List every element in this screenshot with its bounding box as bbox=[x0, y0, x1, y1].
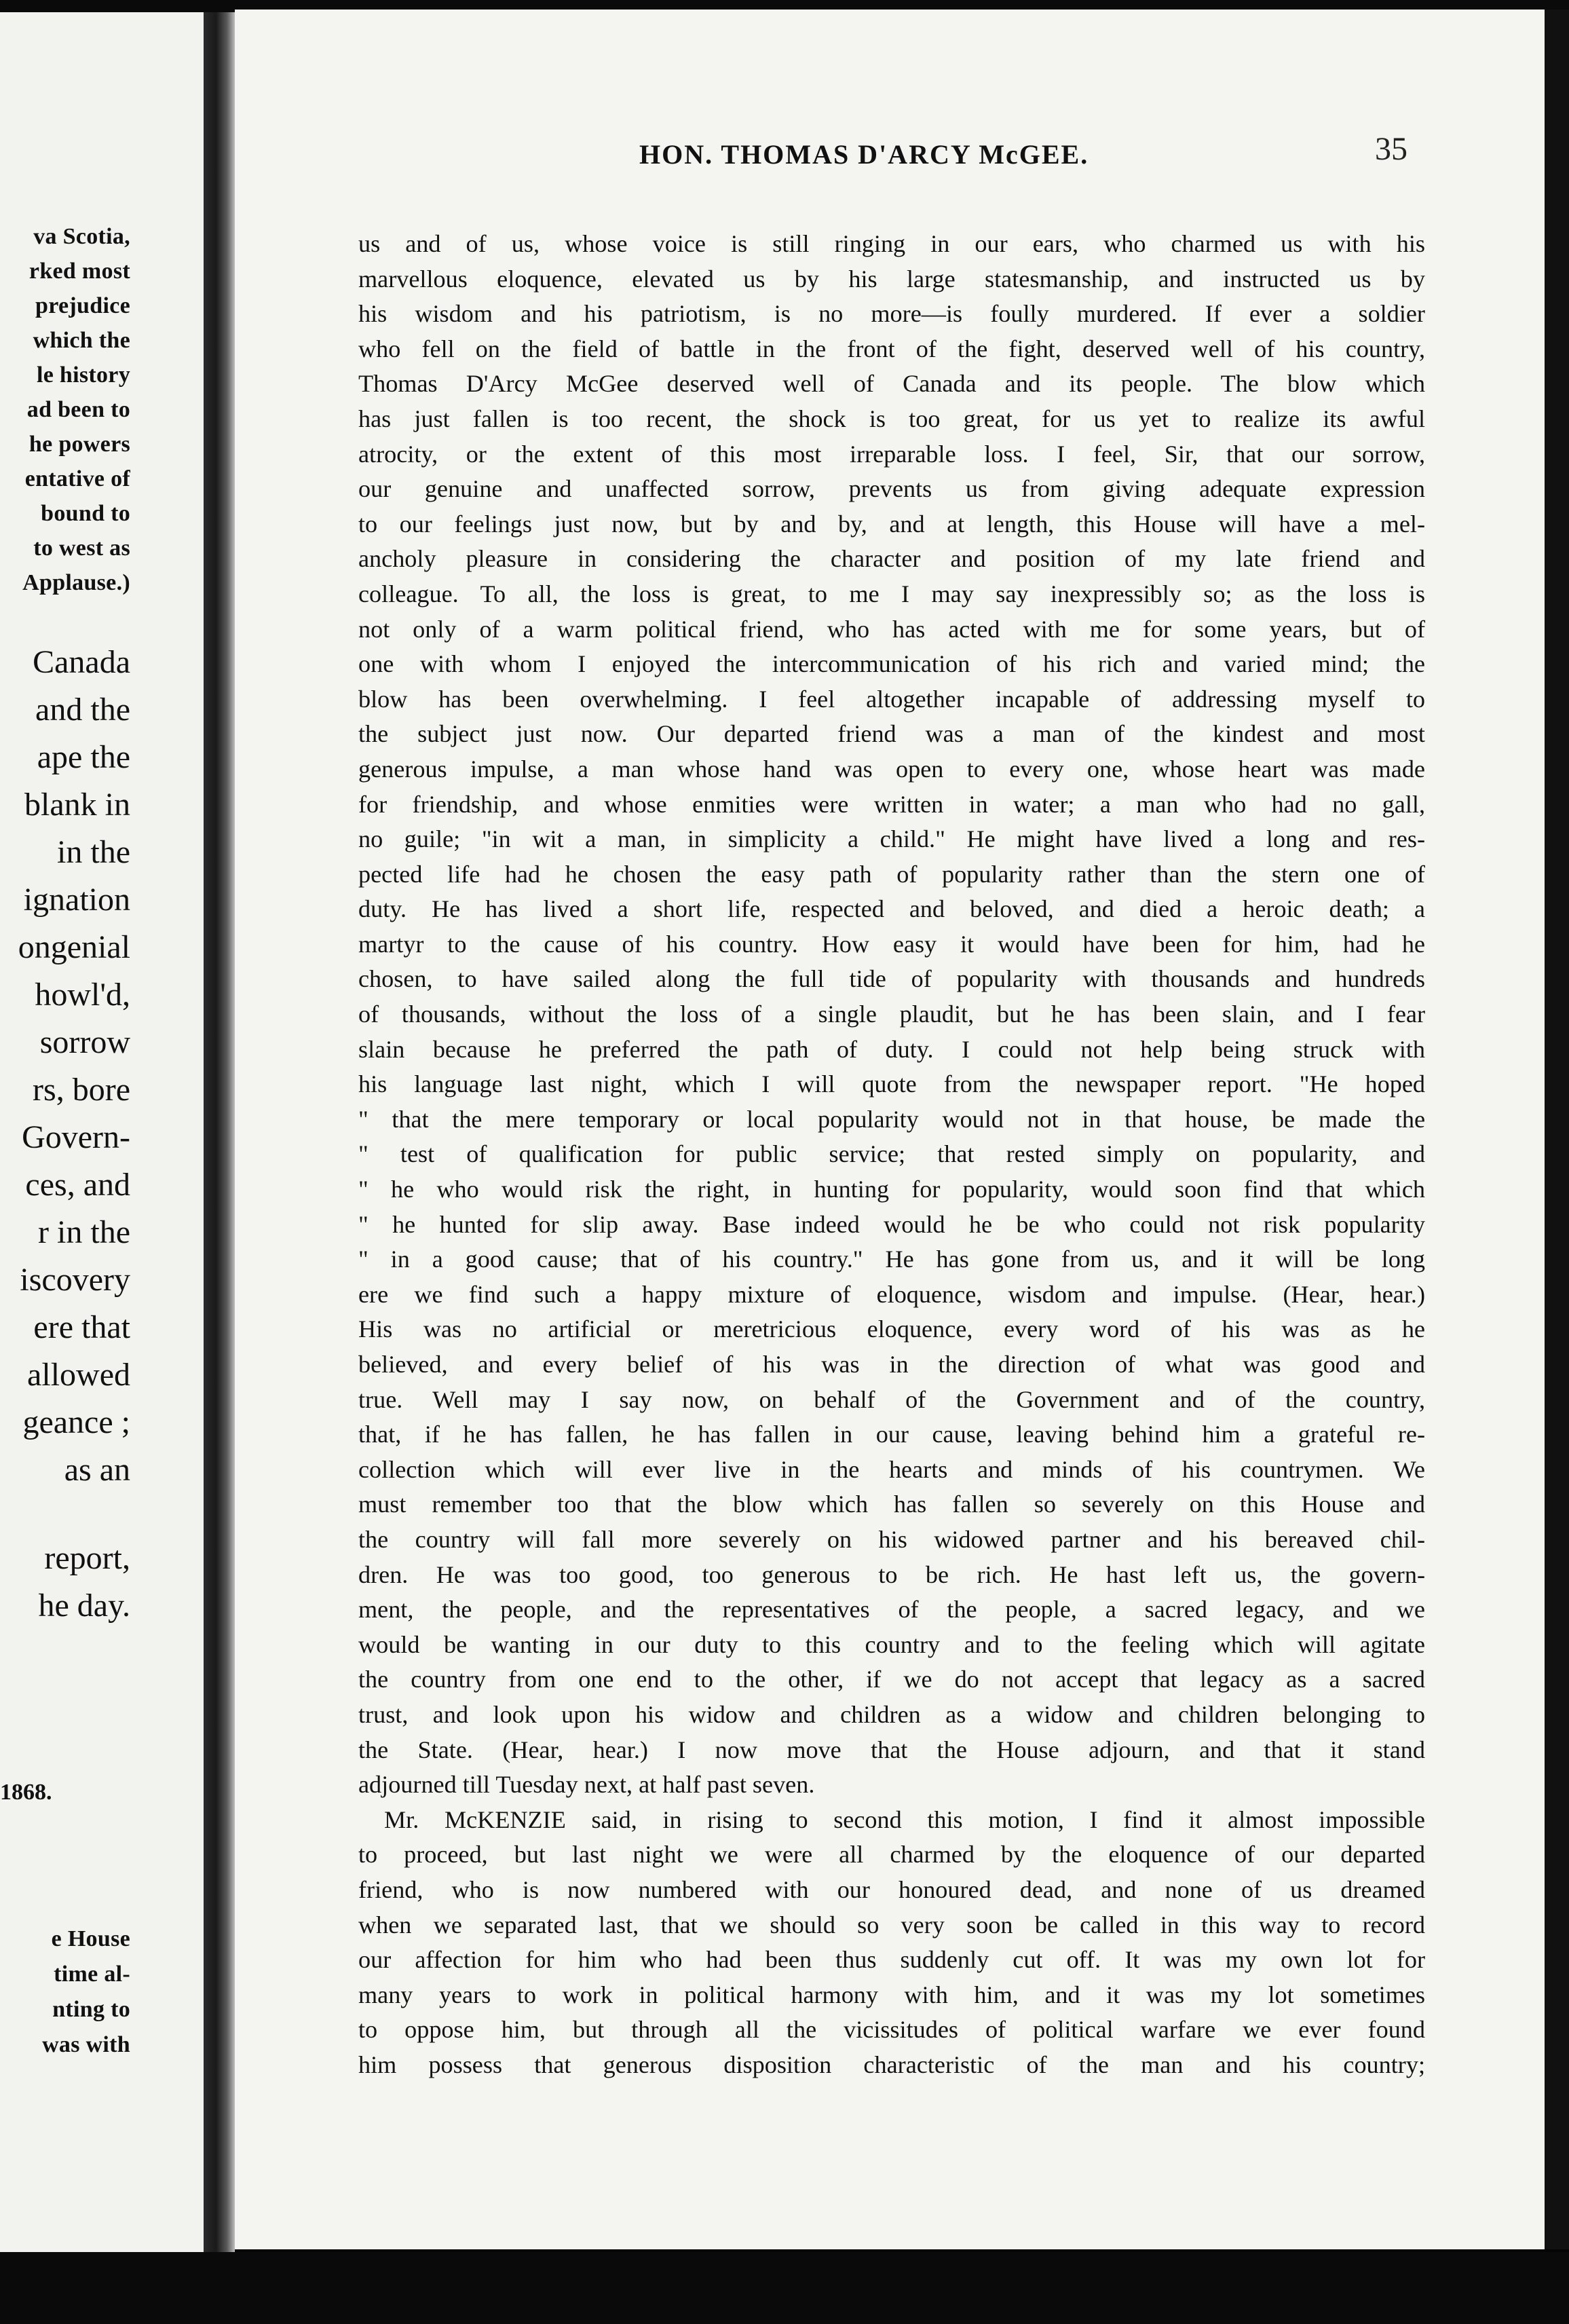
left-page-line: entative of bbox=[24, 466, 130, 491]
text-line: ment, the people, and the representatives of the people, a sacred legacy, and we bbox=[358, 1596, 1425, 1624]
text-line: colleague. To all, the loss is great, to me I may say inexpressibly so; as the loss is bbox=[358, 580, 1425, 607]
text-line: must remember too that the blow which has fallen so severely on this House and bbox=[358, 1491, 1425, 1518]
book-spine-gutter bbox=[204, 12, 235, 2252]
left-page-line: to west as bbox=[33, 536, 130, 561]
text-line: of thousands, without the loss of a single plaudit, but he has been slain, and I fear bbox=[358, 1000, 1425, 1028]
text-line: " he hunted for slip away. Base indeed would he be who could not risk popularity bbox=[358, 1210, 1425, 1238]
left-page-line: rs, bore bbox=[33, 1072, 130, 1108]
text-line: the country from one end to the other, if we do not accept that legacy as a sacred bbox=[358, 1666, 1425, 1693]
text-line: would be wanting in our duty to this country and to the feeling which will agitate bbox=[358, 1630, 1425, 1658]
text-line: who fell on the field of battle in the front of the fight, deserved well of his country, bbox=[358, 335, 1425, 362]
text-line: our affection for him who had been thus suddenly cut off. It was my own lot for bbox=[358, 1946, 1425, 1974]
left-page-line: he day. bbox=[38, 1588, 130, 1624]
body-text bbox=[358, 227, 1425, 2082]
left-page-line: nting to bbox=[52, 1997, 130, 2022]
left-page-date: 1868. bbox=[0, 1780, 52, 1805]
text-line: His was no artificial or meretricious eloquence, every word of his was as he bbox=[358, 1315, 1425, 1343]
text-line: the country will fall more severely on his widowed partner and his bereaved chil- bbox=[358, 1525, 1425, 1553]
text-line: that, if he has fallen, he has fallen in our cause, leaving behind him a grateful re- bbox=[358, 1421, 1425, 1448]
left-page-fragment bbox=[0, 12, 204, 2252]
text-line: martyr to the cause of his country. How easy it would have been for him, had he bbox=[358, 930, 1425, 958]
text-line: him possess that generous disposition characteristic of the man and his country; bbox=[358, 2050, 1425, 2078]
text-line: ere we find such a happy mixture of eloquence, wisdom and impulse. (Hear, hear.) bbox=[358, 1280, 1425, 1308]
text-line: our genuine and unaffected sorrow, prevents us from giving adequate expression bbox=[358, 475, 1425, 503]
text-line: to our feelings just now, but by and by, and at length, this House will have a mel- bbox=[358, 510, 1425, 538]
left-page-line: Canada bbox=[33, 644, 130, 680]
left-page-line: Applause.) bbox=[22, 570, 130, 595]
text-line: ancholy pleasure in considering the character and position of my late friend and bbox=[358, 545, 1425, 573]
right-page bbox=[235, 10, 1545, 2249]
left-page-line: he powers bbox=[29, 432, 130, 457]
text-line: no guile; "in wit a man, in simplicity a child." He might have lived a long and res- bbox=[358, 825, 1425, 853]
text-line: many years to work in political harmony with him, and it was my lot sometimes bbox=[358, 1981, 1425, 2008]
text-line: marvellous eloquence, elevated us by his large statesmanship, and instructed us by bbox=[358, 265, 1425, 293]
left-page-line: ere that bbox=[33, 1309, 130, 1345]
left-page-line: prejudice bbox=[35, 293, 130, 318]
left-page-line: ces, and bbox=[25, 1167, 130, 1203]
left-page-line: iscovery bbox=[20, 1262, 130, 1298]
left-page-line: Govern- bbox=[22, 1119, 130, 1155]
text-line: slain because he preferred the path of duty. I could not help being struck with bbox=[358, 1035, 1425, 1063]
left-page-line: va Scotia, bbox=[33, 224, 130, 249]
left-page-line: bound to bbox=[41, 501, 130, 526]
text-line: atrocity, or the extent of this most irreparable loss. I feel, Sir, that our sorrow, bbox=[358, 440, 1425, 468]
text-line: Mr. McKENZIE said, in rising to second this motion, I find it almost impossible bbox=[384, 1805, 1425, 1833]
left-page-line: ad been to bbox=[26, 397, 130, 422]
left-page-line: allowed bbox=[27, 1357, 130, 1393]
page-number: 35 bbox=[1375, 131, 1407, 167]
text-line: trust, and look upon his widow and children as a widow and children belonging to bbox=[358, 1700, 1425, 1728]
left-page-line: time al- bbox=[54, 1962, 130, 1987]
left-page-line: in the bbox=[57, 834, 130, 870]
text-line: his wisdom and his patriotism, is no more—is foully murdered. If ever a soldier bbox=[358, 300, 1425, 328]
left-page-line: as an bbox=[64, 1452, 130, 1488]
text-line: to proceed, but last night we were all charmed by the eloquence of our departed bbox=[358, 1841, 1425, 1869]
left-page-line: geance ; bbox=[22, 1404, 130, 1440]
text-line: " he who would risk the right, in hunting for popularity, would soon find that which bbox=[358, 1176, 1425, 1203]
text-line: blow has been overwhelming. I feel altogether incapable of addressing myself to bbox=[358, 685, 1425, 713]
text-line: generous impulse, a man whose hand was open to every one, whose heart was made bbox=[358, 755, 1425, 783]
text-line: when we separated last, that we should so very soon be called in this way to record bbox=[358, 1911, 1425, 1938]
text-line: the subject just now. Our departed friend was a man of the kindest and most bbox=[358, 720, 1425, 748]
left-page-line: ape the bbox=[37, 739, 130, 775]
left-page-line: rked most bbox=[29, 259, 130, 284]
left-page-line: ignation bbox=[23, 882, 130, 918]
text-line: " that the mere temporary or local popularity would not in that house, be made the bbox=[358, 1105, 1425, 1133]
text-line: his language last night, which I will quote from the newspaper report. "He hoped bbox=[358, 1070, 1425, 1098]
text-line: to oppose him, but through all the vicissitudes of political warfare we ever found bbox=[358, 2016, 1425, 2044]
text-line: for friendship, and whose enmities were written in water; a man who had no gall, bbox=[358, 790, 1425, 818]
text-line: collection which will ever live in the hearts and minds of his countrymen. We bbox=[358, 1455, 1425, 1483]
text-line: us and of us, whose voice is still ringing in our ears, who charmed us with his bbox=[358, 230, 1425, 257]
left-page-line: ongenial bbox=[18, 929, 130, 965]
text-line: chosen, to have sailed along the full tide of popularity with thousands and hundreds bbox=[358, 965, 1425, 993]
text-line: the State. (Hear, hear.) I now move that the House adjourn, and that it stand bbox=[358, 1736, 1425, 1763]
text-line: has just fallen is too recent, the shock is too great, for us yet to realize its awful bbox=[358, 405, 1425, 432]
text-line: believed, and every belief of his was in the direction of what was good and bbox=[358, 1351, 1425, 1378]
text-line: " in a good cause; that of his country." He has gone from us, and it will be long bbox=[358, 1245, 1425, 1273]
text-line: adjourned till Tuesday next, at half past seven. bbox=[358, 1771, 815, 1799]
text-line: friend, who is now numbered with our honoured dead, and none of us dreamed bbox=[358, 1875, 1425, 1903]
left-page-line: blank in bbox=[24, 787, 130, 823]
text-line: one with whom I enjoyed the intercommunication of his rich and varied mind; the bbox=[358, 650, 1425, 678]
text-line: " test of qualification for public service; that rested simply on popularity, and bbox=[358, 1140, 1425, 1168]
text-line: Thomas D'Arcy McGee deserved well of Canada and its people. The blow which bbox=[358, 370, 1425, 398]
text-line: not only of a warm political friend, who has acted with me for some years, but of bbox=[358, 615, 1425, 643]
left-page-line: was with bbox=[42, 2032, 130, 2057]
text-line: duty. He has lived a short life, respected and beloved, and died a heroic death; a bbox=[358, 895, 1425, 923]
left-page-line: and the bbox=[35, 692, 130, 728]
left-page-line: e House bbox=[51, 1926, 130, 1951]
running-header bbox=[235, 130, 1545, 171]
left-page-line: which the bbox=[33, 328, 130, 353]
left-page-line: report, bbox=[44, 1540, 130, 1576]
scan-right-border bbox=[1545, 10, 1569, 2249]
left-page-line: sorrow bbox=[39, 1024, 130, 1060]
left-page-line: r in the bbox=[38, 1214, 130, 1250]
scan-bottom-border bbox=[0, 2252, 1569, 2324]
left-page-line: howl'd, bbox=[35, 977, 130, 1013]
text-line: pected life had he chosen the easy path of popularity rather than the stern one of bbox=[358, 860, 1425, 888]
text-line: true. Well may I say now, on behalf of the Government and of the country, bbox=[358, 1385, 1425, 1413]
left-page-line: le history bbox=[36, 362, 130, 388]
header-title: HON. THOMAS D'ARCY McGEE. bbox=[639, 139, 1089, 170]
text-line: dren. He was too good, too generous to be rich. He hast left us, the govern- bbox=[358, 1560, 1425, 1588]
